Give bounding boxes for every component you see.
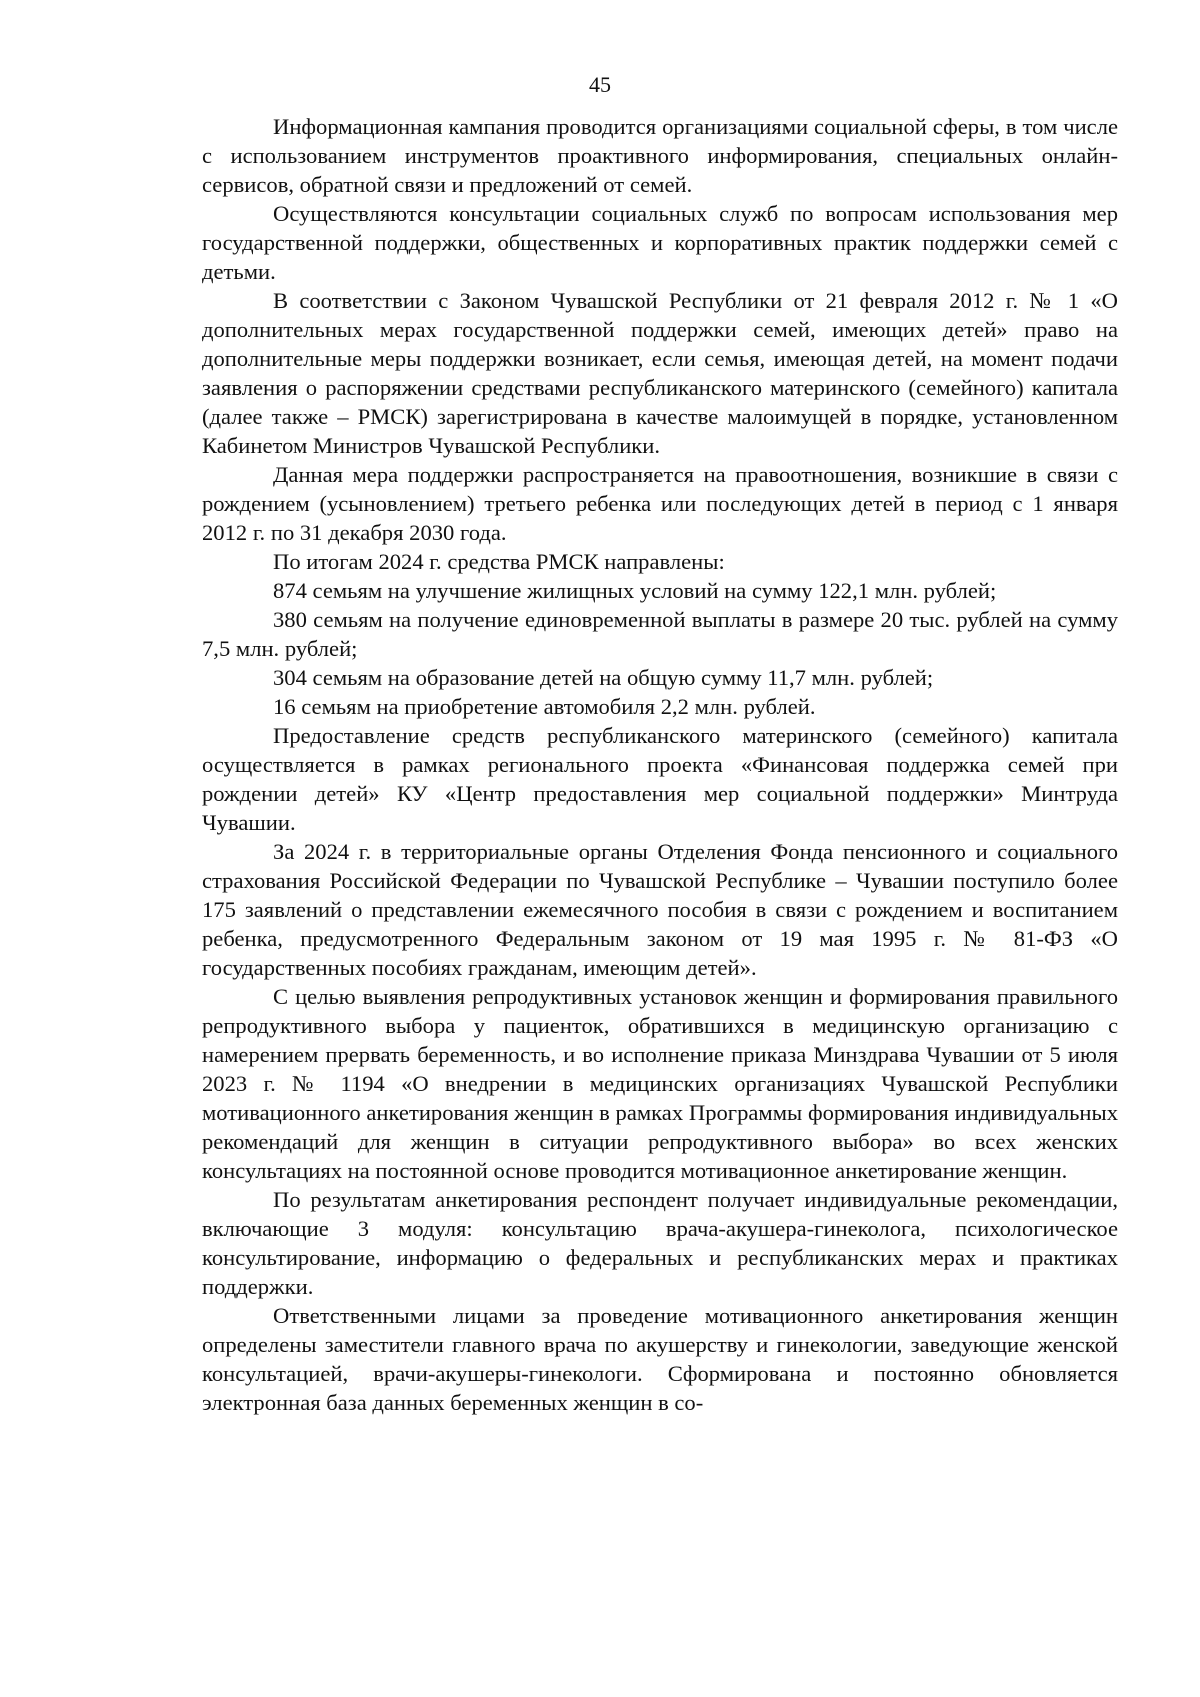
page-number: 45 xyxy=(589,72,611,97)
paragraph-regional-project: Предоставление средств республиканского материнского (семейного) капитала осуществляется в рамках регионального проекта «Финансовая поддержка семей при рождении детей» КУ «Центр предоставления мер социальной поддержки» Минтруда Чувашии. xyxy=(202,723,1118,835)
paragraph-law-reference: В соответствии с Законом Чувашской Республики от 21 февраля 2012 г. № 1 «О дополнительных мерах государственной поддержки семей, имеющих детей» право на дополнительные меры поддержки возникает, если семья, имеющая детей, на момент подачи заявления о распоряжении средствами республиканского материнского (семейного) капитала (далее также – РМСК) зарегистрирована в качестве малоимущей в порядке, установленном Кабинетом Министров Чувашской Республики. xyxy=(202,288,1118,458)
paragraph-education: 304 семьям на образование детей на общую сумму 11,7 млн. рублей; xyxy=(273,665,934,690)
paragraph-results-intro: По итогам 2024 г. средства РМСК направлены: xyxy=(273,549,725,574)
paragraph-lump-sum: 380 семьям на получение единовременной выплаты в размере 20 тыс. рублей на сумму 7,5 млн. рублей; xyxy=(202,607,1118,661)
paragraph-info-campaign: Информационная кампания проводится организациями социальной сферы, в том числе с использованием инструментов проактивного информирования, специальных онлайн-сервисов, обратной связи и предложений от семей. xyxy=(202,114,1118,197)
paragraph-car: 16 семьям на приобретение автомобиля 2,2 млн. рублей. xyxy=(273,694,816,719)
paragraph-pension-fund: За 2024 г. в территориальные органы Отделения Фонда пенсионного и социального страхования Российской Федерации по Чувашской Республике – Чувашии поступило более 175 заявлений о представлении ежемесячного пособия в связи с рождением и воспитанием ребенка, предусмотренного Федеральным законом от 19 мая 1995 г. № 81-ФЗ «О государственных пособиях гражданам, имеющим детей». xyxy=(202,839,1118,980)
document-body xyxy=(202,112,1118,1417)
paragraph-housing: 874 семьям на улучшение жилищных условий на сумму 122,1 млн. рублей; xyxy=(273,578,997,603)
paragraph-reproductive-survey: С целью выявления репродуктивных установок женщин и формирования правильного репродуктивного выбора у пациенток, обратившихся в медицинскую организацию с намерением прервать беременность, и во исполнение приказа Минздрава Чувашии от 5 июля 2023 г. № 1194 «О внедрении в медицинских организациях Чувашской Республики мотивационного анкетирования женщин в рамках Программы формирования индивидуальных рекомендаций для женщин в ситуации репродуктивного выбора» во всех женских консультациях на постоянной основе проводится мотивационное анкетирование женщин. xyxy=(202,984,1118,1183)
paragraph-responsible-persons: Ответственными лицами за проведение мотивационного анкетирования женщин определены заместители главного врача по акушерству и гинекологии, заведующие женской консультацией, врачи-акушеры-гинекологи. Сформирована и постоянно обновляется электронная база данных беременных женщин в со- xyxy=(202,1303,1118,1415)
paragraph-consultations: Осуществляются консультации социальных служб по вопросам использования мер государственной поддержки, общественных и корпоративных практик поддержки семей с детьми. xyxy=(202,201,1118,284)
paragraph-measure-scope: Данная мера поддержки распространяется на правоотношения, возникшие в связи с рождением (усыновлением) третьего ребенка или последующих детей в период с 1 января 2012 г. по 31 декабря 2030 года. xyxy=(202,462,1118,545)
paragraph-survey-results: По результатам анкетирования респондент получает индивидуальные рекомендации, включающие 3 модуля: консультацию врача-акушера-гинеколога, психологическое консультирование, информацию о федеральных и республиканских мерах и практиках поддержки. xyxy=(202,1187,1118,1299)
